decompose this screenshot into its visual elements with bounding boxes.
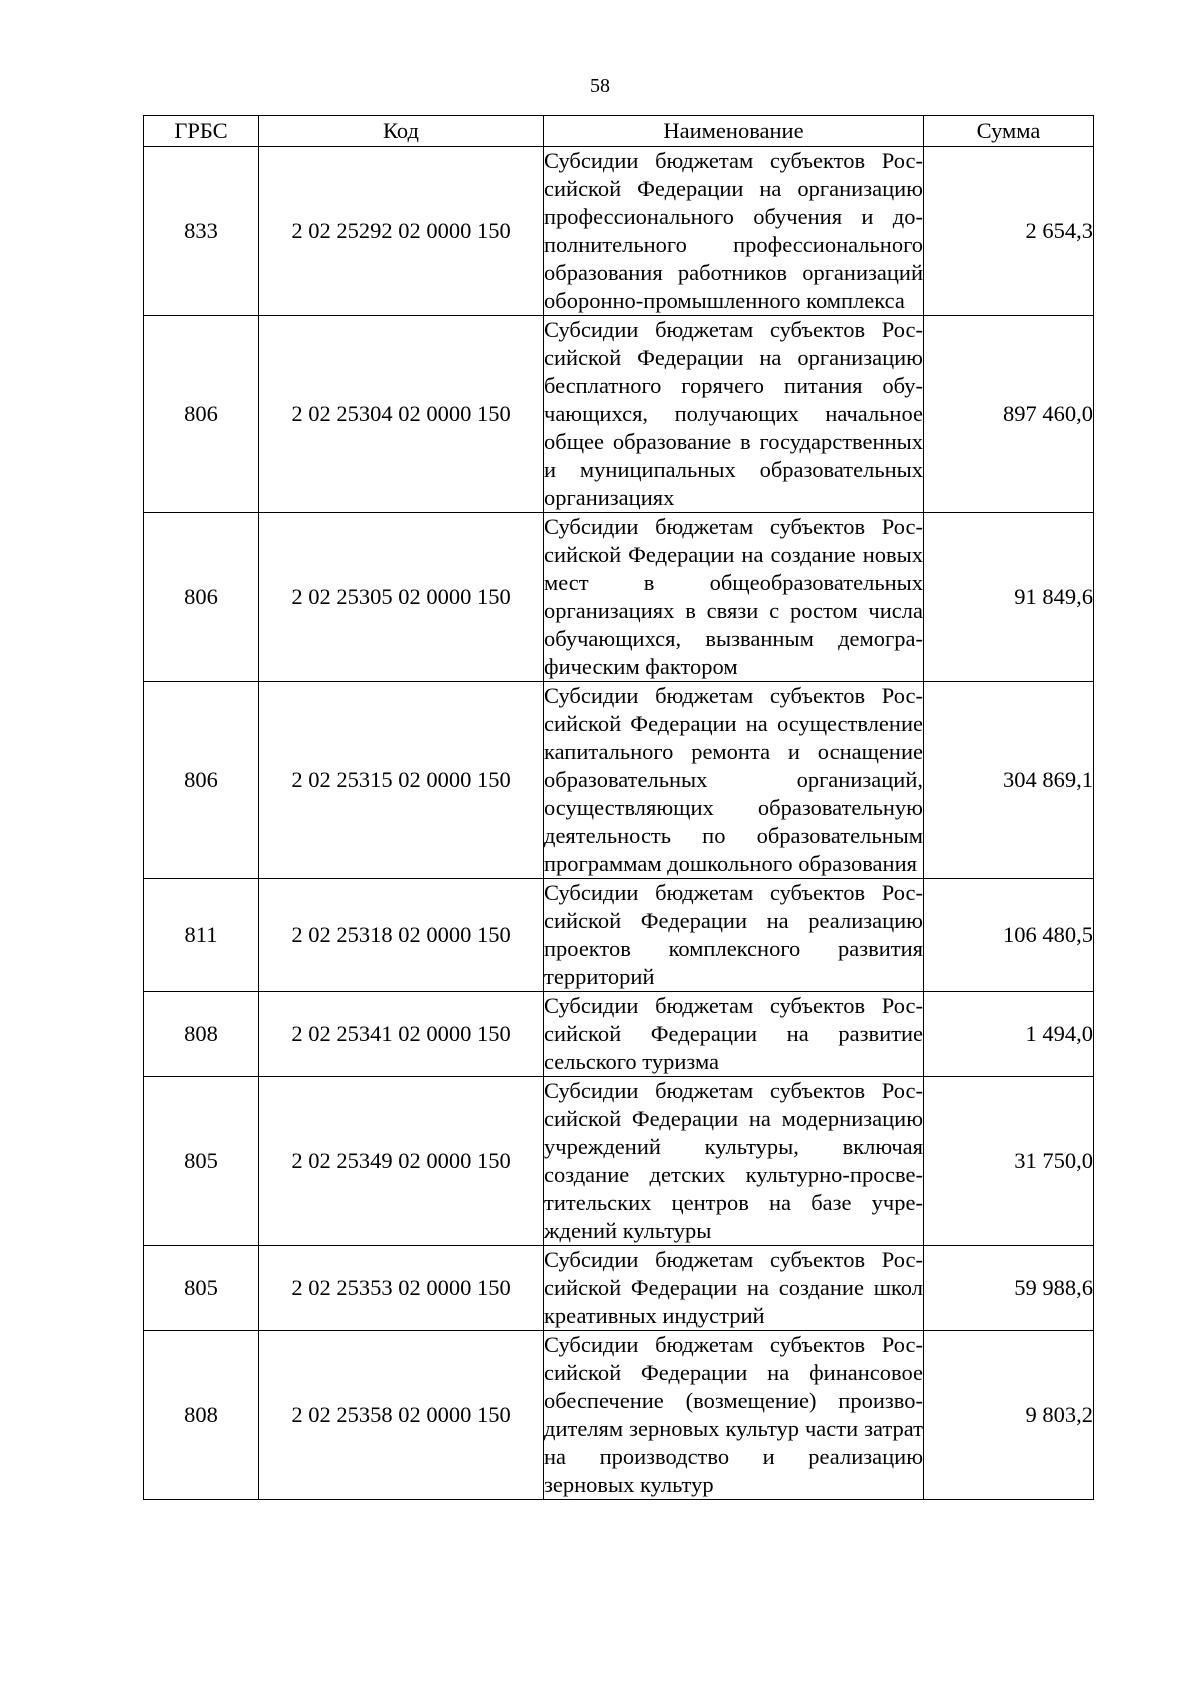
sum-cell: 2 654,3	[924, 147, 1094, 316]
table-row	[144, 1331, 1094, 1500]
code-cell: 2 02 25292 02 0000 150	[259, 147, 544, 316]
table-row	[144, 1077, 1094, 1246]
header-name: Наименование	[544, 116, 924, 147]
sum-cell: 31 750,0	[924, 1077, 1094, 1246]
table-row	[144, 682, 1094, 879]
code-cell: 2 02 25349 02 0000 150	[259, 1077, 544, 1246]
table-row	[144, 1246, 1094, 1331]
name-cell: Субсидии бюджетам субъектов Российской Федерации на осуществление капитального ремонта и оснащение образовательных организаций, осуществляющих образовательную деятельность по образовательным программам дошкольного образования	[544, 682, 924, 879]
header-grbs: ГРБС	[144, 116, 259, 147]
grbs-cell: 806	[144, 682, 259, 879]
code-cell: 2 02 25358 02 0000 150	[259, 1331, 544, 1500]
sum-cell: 106 480,5	[924, 879, 1094, 992]
grbs-cell: 811	[144, 879, 259, 992]
budget-table	[143, 115, 1094, 1500]
code-cell: 2 02 25304 02 0000 150	[259, 316, 544, 513]
table-row	[144, 513, 1094, 682]
code-cell: 2 02 25318 02 0000 150	[259, 879, 544, 992]
grbs-cell: 808	[144, 992, 259, 1077]
name-cell: Субсидии бюджетам субъектов Российской Федерации на организацию бесплатного горячего питания обучающихся, получающих начальное общее образование в государственных и муниципальных образовательных организациях	[544, 316, 924, 513]
header-code: Код	[259, 116, 544, 147]
name-cell: Субсидии бюджетам субъектов Российской Федерации на развитие сельского туризма	[544, 992, 924, 1077]
sum-cell: 897 460,0	[924, 316, 1094, 513]
grbs-cell: 806	[144, 513, 259, 682]
table-row	[144, 992, 1094, 1077]
sum-cell: 304 869,1	[924, 682, 1094, 879]
sum-cell: 9 803,2	[924, 1331, 1094, 1500]
code-cell: 2 02 25341 02 0000 150	[259, 992, 544, 1077]
name-cell: Субсидии бюджетам субъектов Российской Федерации на создание новых мест в общеобразовательных организациях в связи с ростом числа обучающихся, вызванным демографическим фактором	[544, 513, 924, 682]
code-cell: 2 02 25353 02 0000 150	[259, 1246, 544, 1331]
grbs-cell: 808	[144, 1331, 259, 1500]
grbs-cell: 805	[144, 1246, 259, 1331]
header-sum: Сумма	[924, 116, 1094, 147]
page-number: 58	[590, 75, 610, 97]
code-cell: 2 02 25305 02 0000 150	[259, 513, 544, 682]
name-cell: Субсидии бюджетам субъектов Российской Федерации на финансовое обеспечение (возмещение) производителям зерновых культур части затрат на производство и реализацию зерновых культур	[544, 1331, 924, 1500]
table-row	[144, 316, 1094, 513]
sum-cell: 91 849,6	[924, 513, 1094, 682]
name-cell: Субсидии бюджетам субъектов Российской Федерации на модернизацию учреждений культуры, включая создание детских культурно-просветительских центров на базе учреждений культуры	[544, 1077, 924, 1246]
name-cell: Субсидии бюджетам субъектов Российской Федерации на реализацию проектов комплексного развития территорий	[544, 879, 924, 992]
code-cell: 2 02 25315 02 0000 150	[259, 682, 544, 879]
table-header-row	[144, 116, 1094, 147]
grbs-cell: 805	[144, 1077, 259, 1246]
table-row	[144, 147, 1094, 316]
table-row	[144, 879, 1094, 992]
sum-cell: 59 988,6	[924, 1246, 1094, 1331]
grbs-cell: 806	[144, 316, 259, 513]
name-cell: Субсидии бюджетам субъектов Российской Федерации на создание школ креативных индустрий	[544, 1246, 924, 1331]
grbs-cell: 833	[144, 147, 259, 316]
sum-cell: 1 494,0	[924, 992, 1094, 1077]
name-cell: Субсидии бюджетам субъектов Российской Федерации на организацию профессионального обучения и дополнительного профессионального образования работников организаций оборонно-промышленного комплекса	[544, 147, 924, 316]
